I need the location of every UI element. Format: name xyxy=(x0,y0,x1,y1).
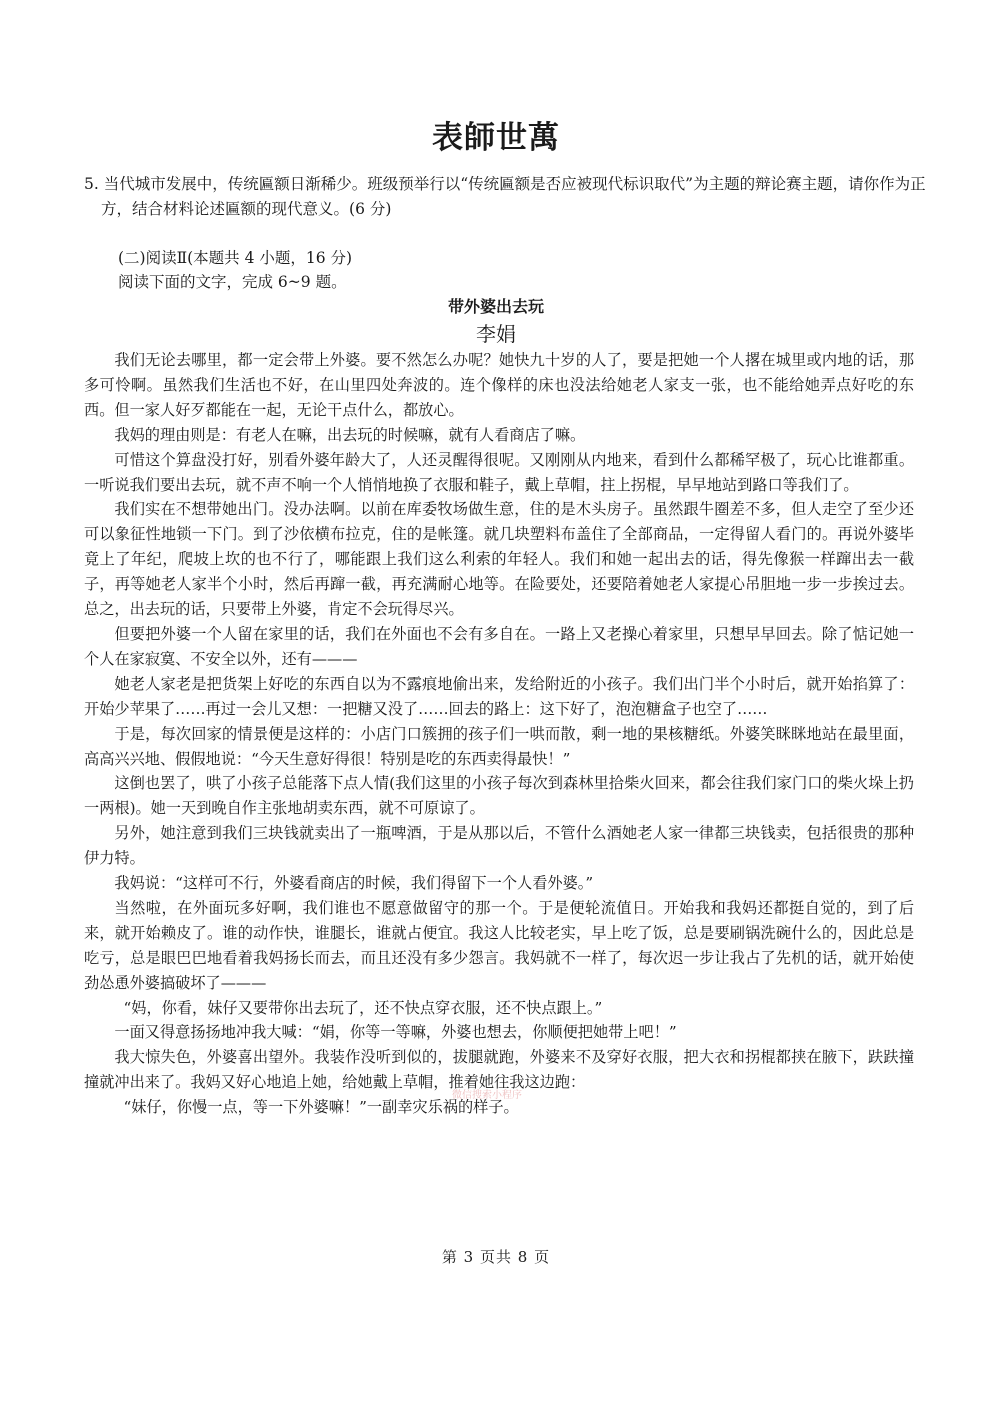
paragraph: “妹仔，你慢一点，等一下外婆嘛！”一副幸灾乐祸的样子。 xyxy=(123,1098,519,1117)
story-title: 带外婆出去玩 xyxy=(447,297,544,316)
paragraph: 可惜这个算盘没打好，别看外婆年龄大了，人还灵醒得很呢。又刚刚从内地来，看到什么都稀罕极了，玩心比谁都重。一听说我们要出去玩，就不声不响一个人悄悄地换了衣服和鞋子，戴上草帽，拄上拐棍，早早地站到路口等我们了。 xyxy=(84,450,914,494)
story-body xyxy=(84,348,914,1120)
paragraph: 我妈说：“这样可不行，外婆看商店的时候，我们得留下一个人看外婆。” xyxy=(114,874,594,893)
paragraph: 我大惊失色，外婆喜出望外。我装作没听到似的，拔腿就跑，外婆来不及穿好衣服，把大衣和拐棍都挟在腋下，趺趺撞撞就冲出来了。我妈又好心地追上她，给她戴上草帽，推着她往我这边跑： xyxy=(84,1048,914,1092)
page-footer: 第 3 页共 8 页 xyxy=(441,1248,551,1266)
paragraph: 我妈的理由则是：有老人在嘛，出去玩的时候嘛，就有人看商店了嘛。 xyxy=(114,425,586,444)
page-banner-title: 表師世萬 xyxy=(432,120,560,156)
watermark: 微信搜索小程序 xyxy=(452,1090,522,1101)
paragraph: 她老人家老是把货架上好吃的东西自以为不露痕地偷出来，发给附近的小孩子。我们出门半个小时后，就开始掐算了：开始少苹果了……再过一会儿又想：一把糖又没了……回去的路上：这下好了，泡泡糖盒子也空了…… xyxy=(84,674,914,718)
paragraph: 我们实在不想带她出门。没办法啊。以前在库委牧场做生意，住的是木头房子。虽然跟牛圈差不多，但人走空了至少还可以象征性地锁一下门。到了沙依横布拉克，住的是帐篷。就几块塑料布盖住了全部商品，一定得留人看门的。再说外婆毕竟上了年纪，爬坡上坎的也不行了，哪能跟上我们这么利索的年轻人。我们和她一起出去的话，得先像猴一样蹿出去一截子，再等她老人家半个小时，然后再蹿一截，再充满耐心地等。在险要处，还要陪着她老人家提心吊胆地一步一步挨过去。总之，出去玩的话，只要带上外婆，肯定不会玩得尽兴。 xyxy=(84,500,914,619)
paragraph: 于是，每次回家的情景便是这样的：小店门口簇拥的孩子们一哄而散，剩一地的果核糖纸。外婆笑眯眯地站在最里面，高高兴兴地、假假地说：“今天生意好得很！特别是吃的东西卖得最快！” xyxy=(84,724,914,768)
paragraph: 但要把外婆一个人留在家里的话，我们在外面也不会有多自在。一路上又老操心着家里，只想早早回去。除了惦记她一个人在家寂寞、不安全以外，还有——— xyxy=(84,624,914,668)
paragraph: 当然啦，在外面玩多好啊，我们谁也不愿意做留守的那一个。于是便轮流值日。开始我和我妈还都挺自觉的，到了后来，就开始赖皮了。谁的动作快，谁腿长，谁就占便宜。我这人比较老实，早上吃了饭，总是要刷锅洗碗什么的，因此总是吃亏，总是眼巴巴地看着我妈扬长而去，而且还没有多少怨言。我妈就不一样了，每次迟一步让我占了先机的话，就开始使劲怂恿外婆搞破坏了——— xyxy=(84,898,914,992)
reading-instruction: 阅读下面的文字，完成 6~9 题。 xyxy=(118,273,347,291)
paragraph: 另外，她注意到我们三块钱就卖出了一瓶啤酒，于是从那以后，不管什么酒她老人家一律都三块钱卖，包括很贵的那种伊力特。 xyxy=(84,824,914,868)
paragraph: 我们无论去哪里，都一定会带上外婆。要不然怎么办呢？她快九十岁的人了，要是把她一个人撂在城里或内地的话，那多可怜啊。虽然我们生活也不好，在山里四处奔波的。连个像样的床也没法给她老人家支一张，也不能给她弄点好吃的东西。但一家人好歹都能在一起，无论干点什么，都放心。 xyxy=(84,351,914,419)
paragraph: 这倒也罢了，哄了小孩子总能落下点人情(我们这里的小孩子每次到森林里拾柴火回来，都会往我们家门口的柴火垛上扔一两根)。她一天到晚自作主张地胡卖东西，就不可原谅了。 xyxy=(84,774,914,818)
section-heading: (二)阅读Ⅱ(本题共 4 小题，16 分) xyxy=(118,249,353,267)
question-5: 5. 当代城市发展中，传统匾额日渐稀少。班级预举行以“传统匾额是否应被现代标识取代”为主题的辩论赛主题，请你作为正方，结合材料论述匾额的现代意义。(6 分) xyxy=(84,175,926,218)
story-author: 李娟 xyxy=(476,322,516,346)
paragraph: 一面又得意扬扬地冲我大喊：“娟，你等一等嘛，外婆也想去，你顺便把她带上吧！” xyxy=(114,1023,677,1042)
paragraph: “妈，你看，妹仔又要带你出去玩了，还不快点穿衣服，还不快点跟上。” xyxy=(123,998,603,1017)
